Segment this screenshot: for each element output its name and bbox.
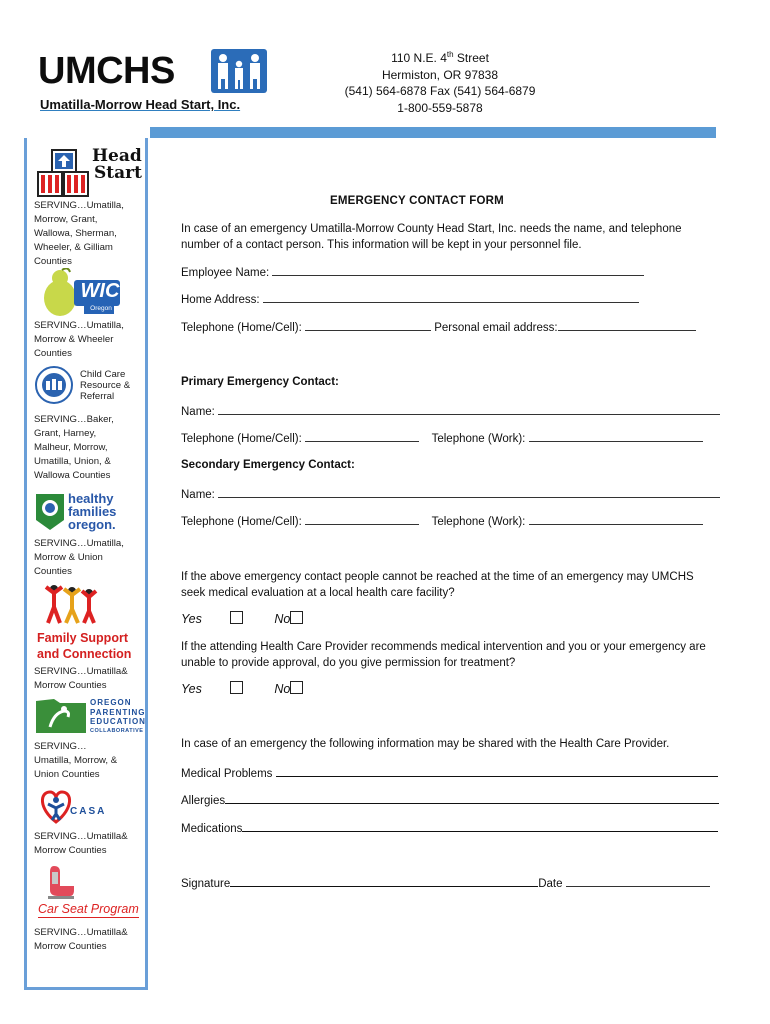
q1-no-checkbox[interactable] (290, 611, 303, 624)
q1-answer-row (181, 611, 303, 626)
child-care-serving: SERVING…Baker, Grant, Harney, Malheur, Morrow, Umatilla, Union, & Wallowa Counties (34, 414, 114, 481)
q1-yes-label: Yes (181, 612, 202, 626)
car-seat-icon (46, 864, 76, 905)
parenting-logo-text: OREGON PARENTING EDUCATION COLLABORATIVE (90, 698, 146, 734)
primary-name-field[interactable]: Name: (181, 404, 720, 418)
family-support-logo-icon (40, 583, 102, 632)
medications-field[interactable]: Medications (181, 821, 718, 835)
allergies-field[interactable]: Allergies (181, 793, 719, 807)
healthy-families-serving: SERVING…Umatilla, Morrow & Union Counties (34, 538, 124, 577)
q2-yes-label: Yes (181, 682, 202, 696)
wic-serving: SERVING…Umatilla, Morrow & Wheeler Counties (34, 320, 124, 359)
address-city: Hermiston, OR 97838 (381, 67, 499, 82)
primary-phone-row (181, 431, 703, 445)
secondary-phone-work-field[interactable]: Telephone (Work): (432, 516, 703, 528)
question-permission-treatment: If the attending Health Care Provider recommends medical intervention and you or your emergency are unable to provide approval, do you give permission for treatment? (181, 641, 706, 669)
car-seat-logo-text: Car Seat Program (38, 902, 139, 916)
header-divider-bar (150, 127, 716, 138)
family-support-serving: SERVING…Umatilla& Morrow Counties (34, 666, 128, 691)
wic-logo-text: WIC (80, 280, 120, 302)
q1-no-label: No (274, 612, 291, 626)
primary-phone-work-field[interactable]: Telephone (Work): (432, 433, 703, 445)
employee-name-field[interactable]: Employee Name: (181, 265, 644, 279)
parenting-serving: SERVING… Umatilla, Morrow, & Union Counties (34, 741, 118, 780)
head-start-serving: SERVING…Umatilla, Morrow, Grant, Wallowa, Sherman, Wheeler, & Gilliam Counties (34, 200, 124, 267)
primary-contact-heading: Primary Emergency Contact: (181, 376, 339, 388)
umchs-logo-text: UMCHS (38, 50, 175, 92)
family-support-logo-text: Family Support and Connection (37, 631, 132, 661)
employee-phone-email-row (181, 320, 696, 334)
address-tollfree: 1-800-559-5878 (397, 100, 483, 115)
umchs-logo-subtitle: Umatilla-Morrow Head Start, Inc. (40, 97, 241, 112)
parenting-logo-icon (34, 697, 90, 740)
car-seat-serving: SERVING…Umatilla& Morrow Counties (34, 927, 128, 952)
casa-logo-text: CASA (70, 806, 107, 817)
primary-phone-home-field[interactable]: Telephone (Home/Cell): (181, 433, 419, 445)
personal-email-field[interactable]: Personal email address: (434, 322, 695, 334)
q2-yes-checkbox[interactable] (230, 681, 243, 694)
address-phone-fax: (541) 564-6878 Fax (541) 564-6879 (344, 84, 536, 98)
question-medical-evaluation: If the above emergency contact people cannot be reached at the time of an emergency may UMCHS seek medical evaluation at a local health care facility? (181, 571, 694, 599)
wic-logo-sub: Oregon (90, 305, 112, 312)
healthy-families-logo-text: healthy families oregon. (68, 491, 117, 532)
signature-date-row (181, 876, 710, 890)
head-start-logo-text: Head Start (92, 146, 142, 183)
signature-field[interactable]: Signature (181, 878, 538, 890)
umchs-family-logo-icon (210, 48, 268, 99)
share-info-text: In case of an emergency the following information may be shared with the Health Care Provider. (181, 738, 670, 750)
secondary-name-field[interactable]: Name: (181, 487, 720, 501)
medical-problems-field[interactable]: Medical Problems (181, 766, 718, 780)
address-street: 110 N.E. 4th Street (391, 50, 489, 65)
q2-no-checkbox[interactable] (290, 681, 303, 694)
secondary-contact-heading: Secondary Emergency Contact: (181, 459, 355, 471)
secondary-phone-home-field[interactable]: Telephone (Home/Cell): (181, 516, 419, 528)
casa-serving: SERVING…Umatilla& Morrow Counties (34, 831, 128, 856)
address-block (320, 47, 560, 116)
child-care-logo-icon (34, 365, 74, 410)
employee-phone-field[interactable]: Telephone (Home/Cell): (181, 322, 431, 334)
q1-yes-checkbox[interactable] (230, 611, 243, 624)
secondary-phone-row (181, 514, 703, 528)
q2-answer-row (181, 681, 303, 696)
intro-paragraph: In case of an emergency Umatilla-Morrow County Head Start, Inc. needs the name, and telephone number of a contact person. This information will be kept in your personnel file. (181, 223, 682, 251)
child-care-logo-text: Child Care Resource & Referral (80, 369, 131, 402)
date-field[interactable]: Date (538, 878, 710, 890)
home-address-field[interactable]: Home Address: (181, 292, 639, 306)
healthy-families-logo-icon (34, 492, 66, 537)
q2-no-label: No (274, 682, 291, 696)
form-title: EMERGENCY CONTACT FORM (330, 195, 504, 207)
